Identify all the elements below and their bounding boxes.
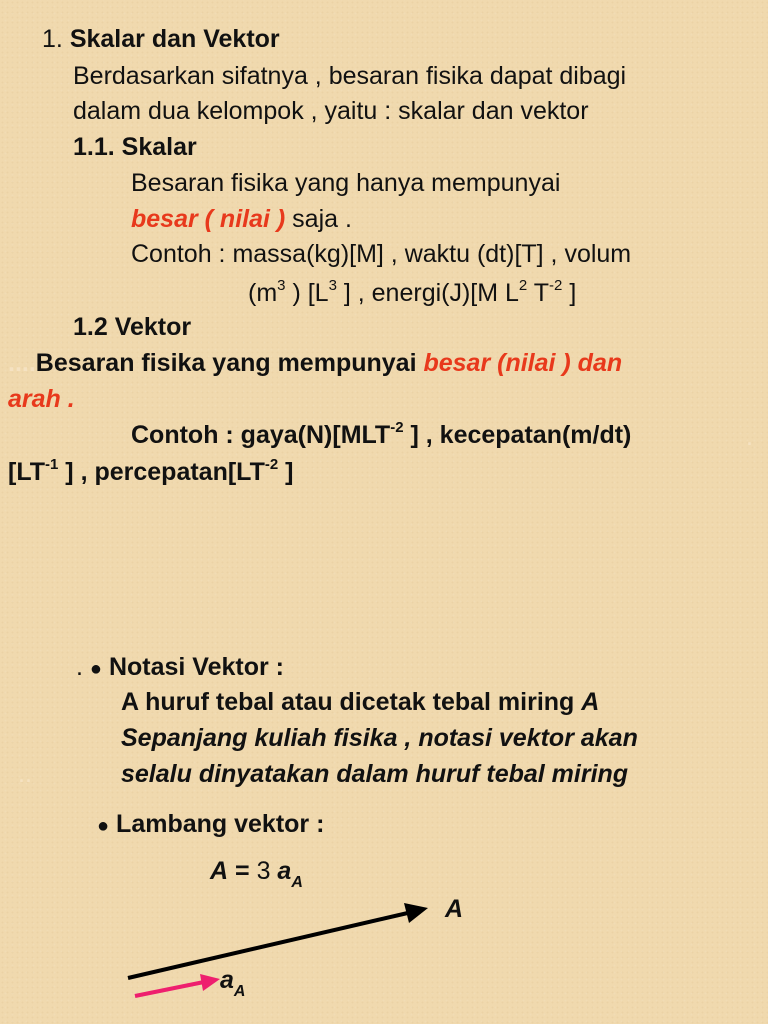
vektor-example-line-2: [$LT^{-1}$ ] , $percepatan[LT^{-2}$ ] [8,456,294,486]
trailing-dot: . [746,423,753,451]
skalar-def-line-1: Besaran fisika yang hanya mempunyai [131,169,561,197]
vector-A-arrowhead [404,903,428,923]
intro-line-2: dalam dua kelompok , yaitu : skalar dan vektor [73,97,589,125]
unit-vector-label: $a_A$ [220,966,246,1000]
vector-A-label: A [445,895,464,923]
notasi-dots: .. [18,760,32,788]
vektor-example-line-1: Contoh : $gaya(N)[MLT^{-2}$ ] , kecepatan(m/dt) [131,419,632,449]
section-number: 1. [42,25,63,53]
intro-line-1: Berdasarkan sifatnya , besaran fisika dapat dibagi [73,62,627,90]
vektor-def-highlight: besar (nilai ) dan [423,349,623,377]
skalar-example-line-2: ($m^3$ ) [$L^3$ ] , energi(J)[M $L^2$ $T^{-2}$ ] [248,277,577,307]
notasi-lead-dot: . [76,653,83,681]
notasi-title: Notasi Vektor : [108,653,285,681]
lead-dots: .... [8,349,36,377]
skalar-title: 1.1. Skalar [73,133,197,161]
vektor-def-line-1: ....Besaran fisika yang mempunyai besar (nilai ) dan [8,349,623,377]
skalar-def-after: saja . [285,205,352,233]
lambang-title: Lambang vektor : [116,810,325,838]
vector-equation: A = 3 $a_A$ [210,857,303,891]
notasi-line-2: Sepanjang kuliah fisika , notasi vektor akan [121,724,638,752]
vektor-def-line-2: arah . [8,385,75,413]
vector-A-line [128,912,412,978]
notasi-line-1: A huruf tebal atau dicetak tebal miring A [121,688,600,716]
vektor-title: 1.2 Vektor [73,313,192,341]
skalar-def-highlight: besar ( nilai ) [131,205,286,233]
bullet-icon: ● [89,658,102,680]
skalar-example-line-1: Contoh : massa(kg)[M] , waktu (dt)[T] , volum [131,240,632,268]
section-title: Skalar dan Vektor [69,25,280,53]
unit-vector-arrowhead [200,974,220,991]
bullet-icon: ● [97,815,110,837]
notasi-line-3: selalu dinyatakan dalam huruf tebal miring [121,760,629,788]
unit-vector-line [135,982,204,996]
